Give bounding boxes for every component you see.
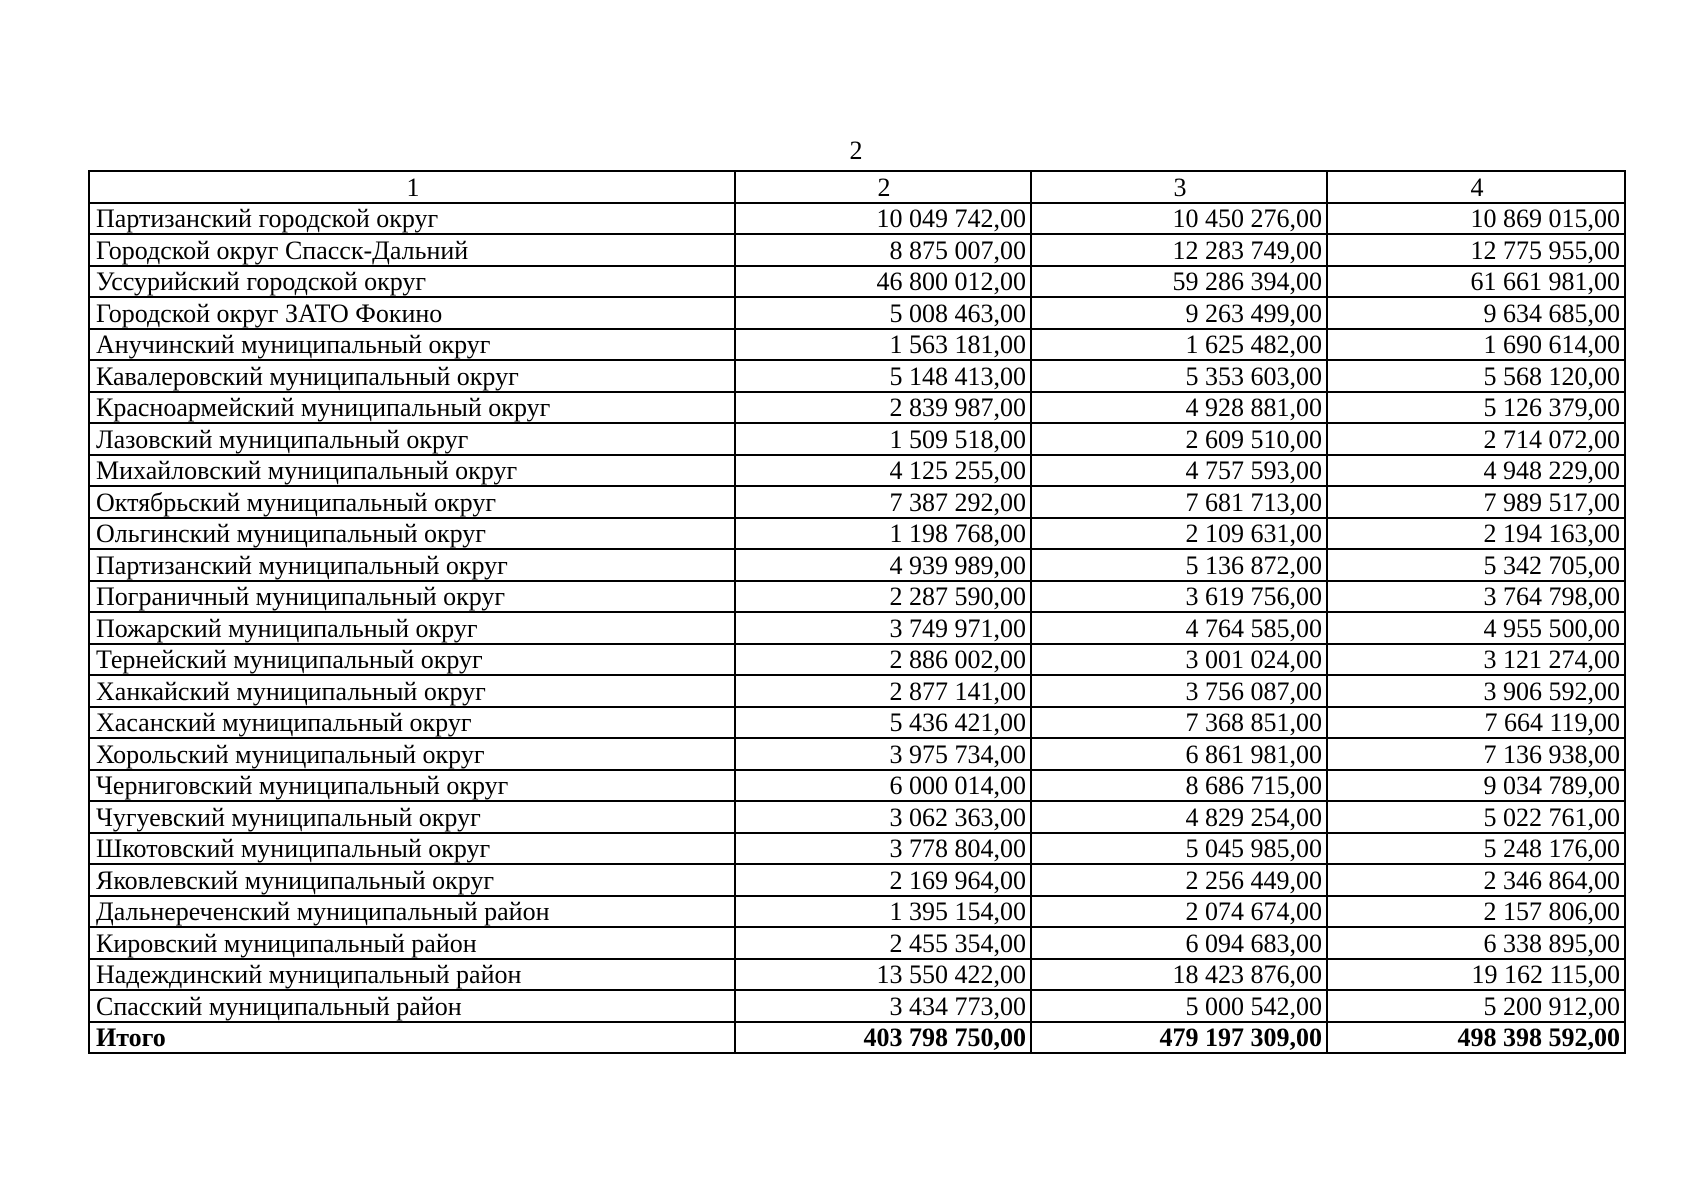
row-name: Городской округ Спасск-Дальний bbox=[89, 234, 735, 266]
row-name: Тернейский муниципальный округ bbox=[89, 644, 735, 676]
row-col-3: 5 045 985,00 bbox=[1031, 833, 1327, 865]
row-col-4: 9 034 789,00 bbox=[1327, 770, 1625, 802]
row-col-4: 5 248 176,00 bbox=[1327, 833, 1625, 865]
row-col-4: 7 989 517,00 bbox=[1327, 486, 1625, 518]
row-col-4: 2 194 163,00 bbox=[1327, 518, 1625, 550]
row-col-3: 6 094 683,00 bbox=[1031, 927, 1327, 959]
row-col-3: 4 829 254,00 bbox=[1031, 801, 1327, 833]
table-row bbox=[89, 770, 1625, 802]
row-col-3: 3 619 756,00 bbox=[1031, 581, 1327, 613]
row-name: Спасский муниципальный район bbox=[89, 990, 735, 1022]
table-row bbox=[89, 959, 1625, 991]
table-row bbox=[89, 486, 1625, 518]
header-col-1: 1 bbox=[89, 171, 735, 203]
row-col-2: 3 749 971,00 bbox=[735, 612, 1031, 644]
row-col-3: 2 109 631,00 bbox=[1031, 518, 1327, 550]
row-name: Хасанский муниципальный округ bbox=[89, 707, 735, 739]
row-name: Черниговский муниципальный округ bbox=[89, 770, 735, 802]
row-col-4: 3 764 798,00 bbox=[1327, 581, 1625, 613]
row-name: Шкотовский муниципальный округ bbox=[89, 833, 735, 865]
table-row bbox=[89, 203, 1625, 235]
table-row bbox=[89, 896, 1625, 928]
row-name: Анучинский муниципальный округ bbox=[89, 329, 735, 361]
row-col-4: 7 664 119,00 bbox=[1327, 707, 1625, 739]
row-col-2: 3 062 363,00 bbox=[735, 801, 1031, 833]
row-col-2: 1 563 181,00 bbox=[735, 329, 1031, 361]
row-col-2: 2 886 002,00 bbox=[735, 644, 1031, 676]
row-col-4: 2 157 806,00 bbox=[1327, 896, 1625, 928]
row-col-4: 7 136 938,00 bbox=[1327, 738, 1625, 770]
row-name: Городской округ ЗАТО Фокино bbox=[89, 297, 735, 329]
row-col-3: 5 353 603,00 bbox=[1031, 360, 1327, 392]
row-col-2: 1 198 768,00 bbox=[735, 518, 1031, 550]
row-name: Чугуевский муниципальный округ bbox=[89, 801, 735, 833]
row-name: Пограничный муниципальный округ bbox=[89, 581, 735, 613]
row-col-4: 9 634 685,00 bbox=[1327, 297, 1625, 329]
row-col-2: 4 939 989,00 bbox=[735, 549, 1031, 581]
row-name: Красноармейский муниципальный округ bbox=[89, 392, 735, 424]
row-col-4: 2 346 864,00 bbox=[1327, 864, 1625, 896]
row-col-2: 2 169 964,00 bbox=[735, 864, 1031, 896]
table-row bbox=[89, 297, 1625, 329]
row-name: Яковлевский муниципальный округ bbox=[89, 864, 735, 896]
page-number: 2 bbox=[849, 136, 863, 165]
row-col-2: 3 975 734,00 bbox=[735, 738, 1031, 770]
total-col-3: 479 197 309,00 bbox=[1031, 1022, 1327, 1054]
row-col-3: 59 286 394,00 bbox=[1031, 266, 1327, 298]
total-col-4: 498 398 592,00 bbox=[1327, 1022, 1625, 1054]
row-col-4: 5 200 912,00 bbox=[1327, 990, 1625, 1022]
table-row bbox=[89, 801, 1625, 833]
row-col-2: 3 434 773,00 bbox=[735, 990, 1031, 1022]
total-col-2: 403 798 750,00 bbox=[735, 1022, 1031, 1054]
row-name: Пожарский муниципальный округ bbox=[89, 612, 735, 644]
row-col-4: 4 948 229,00 bbox=[1327, 455, 1625, 487]
row-name: Ольгинский муниципальный округ bbox=[89, 518, 735, 550]
row-name: Партизанский городской округ bbox=[89, 203, 735, 235]
row-name: Партизанский муниципальный округ bbox=[89, 549, 735, 581]
row-col-3: 10 450 276,00 bbox=[1031, 203, 1327, 235]
table-row bbox=[89, 927, 1625, 959]
table-row bbox=[89, 392, 1625, 424]
row-col-4: 2 714 072,00 bbox=[1327, 423, 1625, 455]
row-col-2: 13 550 422,00 bbox=[735, 959, 1031, 991]
table-row bbox=[89, 266, 1625, 298]
row-col-4: 4 955 500,00 bbox=[1327, 612, 1625, 644]
row-col-2: 1 395 154,00 bbox=[735, 896, 1031, 928]
row-col-2: 3 778 804,00 bbox=[735, 833, 1031, 865]
table-row bbox=[89, 360, 1625, 392]
row-col-2: 5 008 463,00 bbox=[735, 297, 1031, 329]
row-col-3: 9 263 499,00 bbox=[1031, 297, 1327, 329]
table-row bbox=[89, 329, 1625, 361]
row-name: Надеждинский муниципальный район bbox=[89, 959, 735, 991]
row-col-4: 6 338 895,00 bbox=[1327, 927, 1625, 959]
row-col-3: 4 928 881,00 bbox=[1031, 392, 1327, 424]
row-col-2: 6 000 014,00 bbox=[735, 770, 1031, 802]
row-col-3: 4 764 585,00 bbox=[1031, 612, 1327, 644]
table-row bbox=[89, 990, 1625, 1022]
total-row bbox=[89, 1022, 1625, 1054]
budget-table bbox=[88, 170, 1626, 1054]
row-col-3: 2 256 449,00 bbox=[1031, 864, 1327, 896]
row-col-3: 6 861 981,00 bbox=[1031, 738, 1327, 770]
row-col-3: 2 609 510,00 bbox=[1031, 423, 1327, 455]
row-col-4: 1 690 614,00 bbox=[1327, 329, 1625, 361]
row-col-2: 4 125 255,00 bbox=[735, 455, 1031, 487]
total-label: Итого bbox=[89, 1022, 735, 1054]
row-col-3: 4 757 593,00 bbox=[1031, 455, 1327, 487]
row-col-2: 1 509 518,00 bbox=[735, 423, 1031, 455]
row-col-4: 5 022 761,00 bbox=[1327, 801, 1625, 833]
row-col-3: 7 368 851,00 bbox=[1031, 707, 1327, 739]
row-col-2: 2 455 354,00 bbox=[735, 927, 1031, 959]
row-col-3: 1 625 482,00 bbox=[1031, 329, 1327, 361]
header-col-4: 4 bbox=[1327, 171, 1625, 203]
row-col-4: 5 126 379,00 bbox=[1327, 392, 1625, 424]
row-name: Михайловский муниципальный округ bbox=[89, 455, 735, 487]
row-col-3: 8 686 715,00 bbox=[1031, 770, 1327, 802]
row-col-4: 12 775 955,00 bbox=[1327, 234, 1625, 266]
table-row bbox=[89, 644, 1625, 676]
row-col-2: 2 287 590,00 bbox=[735, 581, 1031, 613]
row-col-3: 5 000 542,00 bbox=[1031, 990, 1327, 1022]
table-row bbox=[89, 612, 1625, 644]
row-col-3: 2 074 674,00 bbox=[1031, 896, 1327, 928]
row-col-2: 2 839 987,00 bbox=[735, 392, 1031, 424]
row-col-2: 5 436 421,00 bbox=[735, 707, 1031, 739]
row-col-3: 7 681 713,00 bbox=[1031, 486, 1327, 518]
table-row bbox=[89, 864, 1625, 896]
row-col-2: 10 049 742,00 bbox=[735, 203, 1031, 235]
row-col-4: 5 568 120,00 bbox=[1327, 360, 1625, 392]
row-col-2: 8 875 007,00 bbox=[735, 234, 1031, 266]
table-row bbox=[89, 518, 1625, 550]
table-row bbox=[89, 738, 1625, 770]
table-row bbox=[89, 549, 1625, 581]
row-name: Лазовский муниципальный округ bbox=[89, 423, 735, 455]
row-col-4: 19 162 115,00 bbox=[1327, 959, 1625, 991]
table-row bbox=[89, 455, 1625, 487]
row-col-2: 7 387 292,00 bbox=[735, 486, 1031, 518]
row-col-3: 18 423 876,00 bbox=[1031, 959, 1327, 991]
row-name: Уссурийский городской округ bbox=[89, 266, 735, 298]
row-name: Кавалеровский муниципальный округ bbox=[89, 360, 735, 392]
header-row bbox=[89, 171, 1625, 203]
row-col-3: 3 001 024,00 bbox=[1031, 644, 1327, 676]
row-col-4: 10 869 015,00 bbox=[1327, 203, 1625, 235]
row-col-2: 46 800 012,00 bbox=[735, 266, 1031, 298]
row-name: Дальнереченский муниципальный район bbox=[89, 896, 735, 928]
row-col-3: 3 756 087,00 bbox=[1031, 675, 1327, 707]
row-col-4: 3 906 592,00 bbox=[1327, 675, 1625, 707]
row-col-2: 2 877 141,00 bbox=[735, 675, 1031, 707]
table-row bbox=[89, 581, 1625, 613]
table-row bbox=[89, 833, 1625, 865]
row-col-3: 12 283 749,00 bbox=[1031, 234, 1327, 266]
row-col-3: 5 136 872,00 bbox=[1031, 549, 1327, 581]
row-name: Октябрьский муниципальный округ bbox=[89, 486, 735, 518]
row-name: Кировский муниципальный район bbox=[89, 927, 735, 959]
table-row bbox=[89, 707, 1625, 739]
header-col-2: 2 bbox=[735, 171, 1031, 203]
row-name: Хорольский муниципальный округ bbox=[89, 738, 735, 770]
row-col-2: 5 148 413,00 bbox=[735, 360, 1031, 392]
table-row bbox=[89, 675, 1625, 707]
header-col-3: 3 bbox=[1031, 171, 1327, 203]
table-row bbox=[89, 234, 1625, 266]
row-col-4: 3 121 274,00 bbox=[1327, 644, 1625, 676]
row-col-4: 61 661 981,00 bbox=[1327, 266, 1625, 298]
table-body bbox=[89, 203, 1625, 1054]
table-row bbox=[89, 423, 1625, 455]
row-name: Ханкайский муниципальный округ bbox=[89, 675, 735, 707]
row-col-4: 5 342 705,00 bbox=[1327, 549, 1625, 581]
